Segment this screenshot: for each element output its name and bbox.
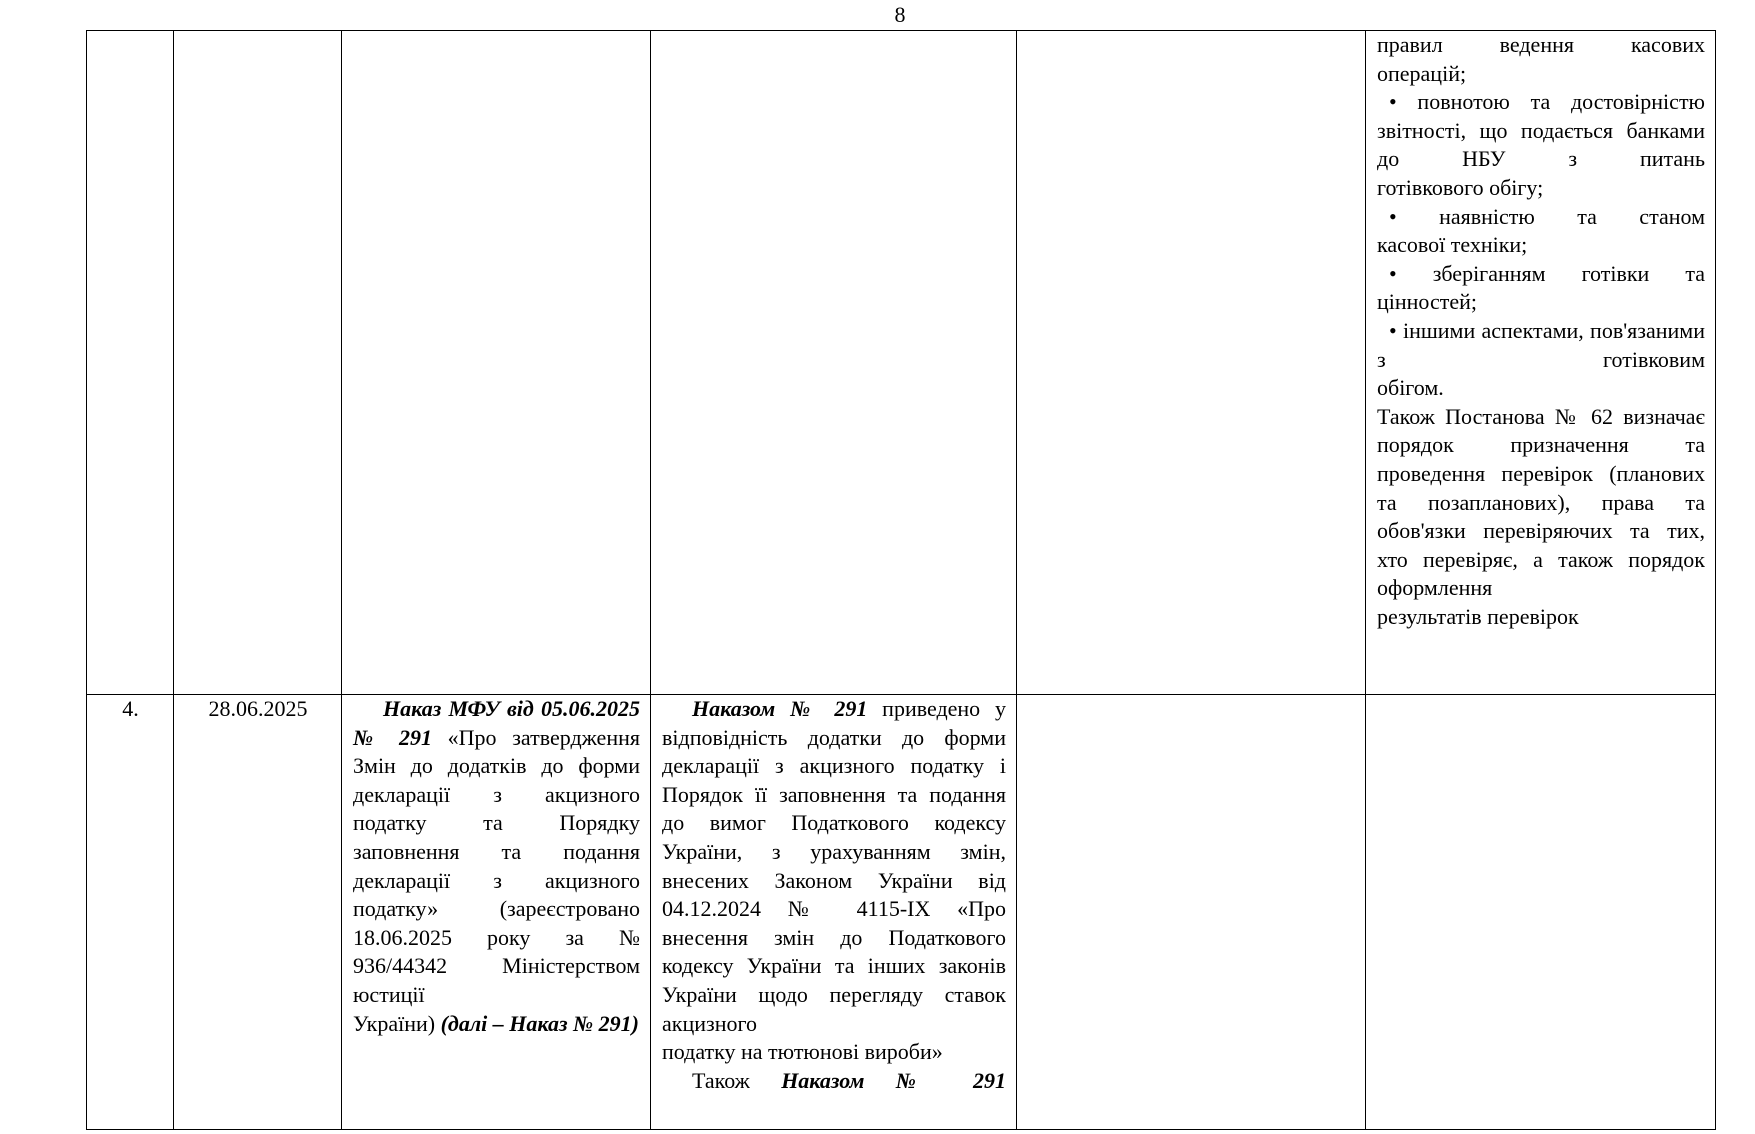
document-short-name: (далі – Наказ № 291) [440,1010,639,1036]
notes-bullet: • повнотою та достовірністю звітності, що подається банками до НБУ з питань [1377,89,1705,172]
page-number: 8 [894,2,906,27]
document-text [353,695,640,1010]
document-title: Наказ МФУ від 05.06.2025 № 291 [353,696,640,750]
summary-text-end: податку на тютюнові вироби» [662,1039,943,1065]
summary-description: приведено у відповідність додатки до форми декларації з акцизного податку і Порядок її заповнення та подання до вимог Податкового кодексу України, з урахуванням змін, внесених Законом України від 04.12.2024 № 4115-IX «Про внесення змін до Податкового кодексу України та інших законів України щодо перегляду ставок акцизного [662,696,1006,1036]
cell-notes [1366,695,1716,1130]
table-row [87,31,1716,695]
cell-summary [651,31,1017,695]
cell-number [87,31,174,695]
cell-column5 [1017,695,1366,1130]
table-row [87,695,1716,1130]
cell-notes [1366,31,1716,695]
notes-text: результатів перевірок [1377,603,1579,629]
notes-bullet: • наявністю та станом [1389,203,1705,229]
cell-date: 28.06.2025 [174,695,342,1130]
notes-bullet: • зберіганням готівки та [1389,260,1705,286]
document-description-end: України) [353,1010,441,1036]
cell-date [174,31,342,695]
cell-column5 [1017,31,1366,695]
document-table [86,30,1716,1130]
document-text-end [353,1010,640,1039]
summary-next-text: Також [692,1067,782,1093]
notes-text: цінностей; [1377,289,1478,315]
document-description: «Про затвердження Змін до додатків до форми декларації з акцизного податку та Порядку заповнення та подання декларації з акцизного податку» (зареєстровано 18.06.2025 року за № 936/44342 Міністерством юстиції [353,724,640,1007]
cell-document [342,31,651,695]
notes-paragraph: Також Постанова № 62 визначає порядок призначення та проведення перевірок (планових та позапланових), права та обов'язки перевіряючих та тих, хто перевіряє, а також порядок оформлення [1377,403,1705,601]
cell-document [342,695,651,1130]
notes-text: готівкового обігу; [1377,174,1544,200]
summary-order-ref: Наказом № 291 [692,696,868,721]
summary-text [662,695,1006,1038]
summary-next-order-ref: Наказом № 291 [781,1067,1006,1093]
notes-text: обігом. [1377,375,1444,401]
notes-text: операцій; [1377,60,1467,86]
notes-text: правил ведення касових [1377,32,1705,57]
notes-bullet: • іншими аспектами, пов'язаними з готівковим [1377,317,1705,372]
summary-next-paragraph [662,1067,1006,1096]
cell-summary [651,695,1017,1130]
notes-text: касової техніки; [1377,232,1528,258]
cell-number: 4. [87,695,174,1130]
